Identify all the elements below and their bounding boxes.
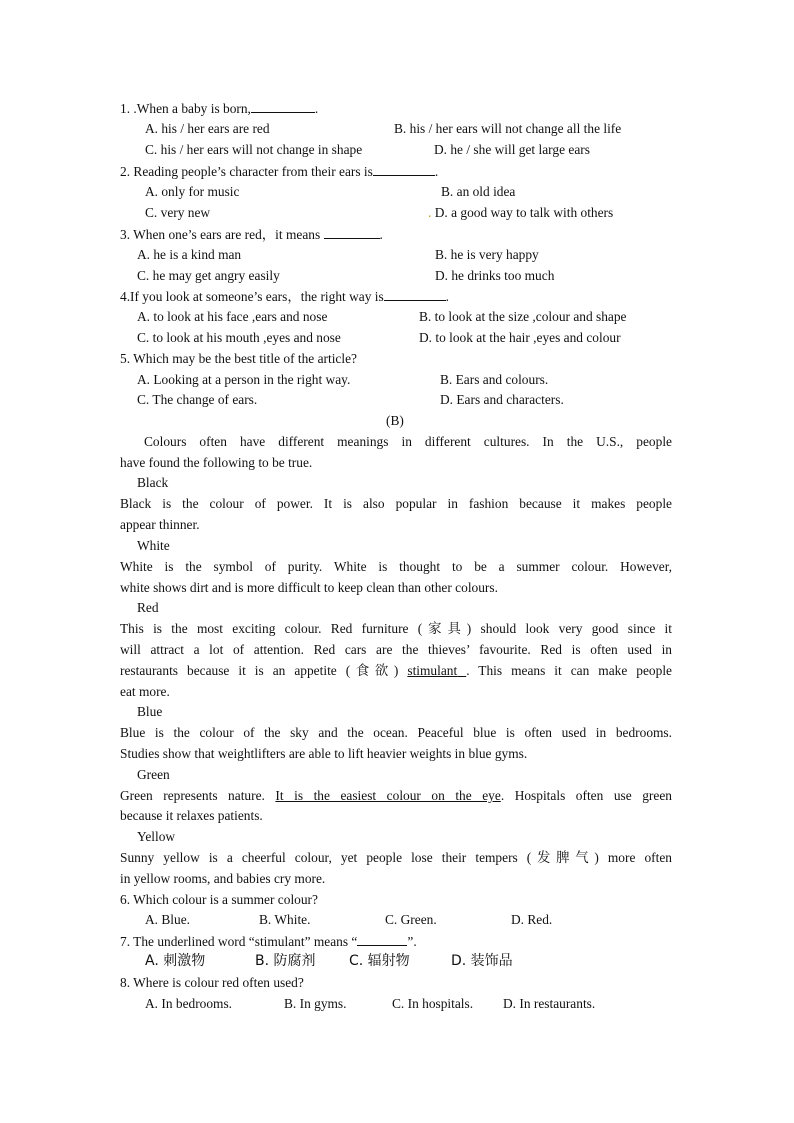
white-line-2: white shows dirt and is more difficult to keep clean than other colours.: [120, 580, 498, 595]
blue-line-1: Blue is the colour of the sky and the ocean. Peaceful blue is often used in bedrooms.: [120, 725, 672, 740]
q7-option-b: B. 防腐剂: [255, 953, 316, 969]
q1-option-c: C. his / her ears will not change in shape: [145, 142, 363, 157]
answer-blank: [373, 163, 435, 176]
red-line-4: eat more.: [120, 684, 170, 699]
answer-blank: [251, 100, 315, 113]
blue-line-2: Studies show that weightlifters are able to lift heavier weights in blue gyms.: [120, 746, 528, 761]
black-line-1: Black is the colour of power. It is also popular in fashion because it makes people: [120, 496, 672, 511]
q4-option-b: B. to look at the size ,colour and shape: [419, 309, 627, 324]
answer-blank: [324, 226, 380, 239]
q8-option-c: C. In hospitals.: [392, 996, 474, 1011]
question-8-stem: 8. Where is colour red often used?: [120, 975, 304, 990]
heading-blue: Blue: [137, 704, 163, 719]
q4-option-c: C. to look at his mouth ,eyes and nose: [137, 330, 341, 345]
green-line-2: because it relaxes patients.: [120, 808, 263, 823]
heading-black: Black: [137, 475, 169, 490]
q2-option-b: B. an old idea: [441, 184, 516, 199]
question-1-stem: 1. .When a baby is born, .: [120, 101, 319, 116]
q5-option-c: C. The change of ears.: [137, 392, 258, 407]
answer-blank: [357, 933, 407, 946]
red-line-3: restaurants because it is an appetite (食欲) stimulant . This means it can make people: [120, 663, 672, 678]
q6-option-b: B. White.: [259, 912, 311, 927]
q1-option-a: A. his / her ears are red: [145, 121, 270, 136]
q5-option-d: D. Ears and characters.: [440, 392, 564, 407]
q7-option-c: C. 辐射物: [349, 953, 410, 969]
q7-option-a: A. 刺激物: [145, 953, 206, 969]
q3-option-b: B. he is very happy: [435, 247, 539, 262]
red-line-1: This is the most exciting colour. Red furniture (家具) should look very good since it: [120, 621, 672, 636]
q4-option-a: A. to look at his face ,ears and nose: [137, 309, 328, 324]
q2-option-c: C. very new: [145, 205, 211, 220]
heading-green: Green: [137, 767, 170, 782]
q6-option-a: A. Blue.: [145, 912, 191, 927]
black-line-2: appear thinner.: [120, 517, 200, 532]
q3-option-c: C. he may get angry easily: [137, 268, 280, 283]
q3-option-d: D. he drinks too much: [435, 268, 555, 283]
heading-white: White: [137, 538, 170, 553]
heading-yellow: Yellow: [137, 829, 176, 844]
q2-option-a: A. only for music: [145, 184, 240, 199]
question-4-stem: 4.If you look at someone’s ears，the right way is .: [120, 289, 450, 304]
underlined-word-stimulant: stimulant: [407, 663, 458, 678]
question-2-stem: 2. Reading people’s character from their ears is .: [120, 164, 439, 179]
q6-option-d: D. Red.: [511, 912, 553, 927]
q4-option-d: D. to look at the hair ,eyes and colour: [419, 330, 621, 345]
question-5-stem: 5. Which may be the best title of the article?: [120, 351, 357, 366]
question-6-stem: 6. Which colour is a summer colour?: [120, 892, 318, 907]
answer-blank: [384, 288, 446, 301]
q5-option-b: B. Ears and colours.: [440, 372, 549, 387]
q3-option-a: A. he is a kind man: [137, 247, 242, 262]
passage-intro-line-1: Colours often have different meanings in different cultures. In the U.S., people: [144, 434, 672, 449]
question-7-stem: 7. The underlined word “stimulant” means “ ”.: [120, 934, 417, 949]
q8-option-d: D. In restaurants.: [503, 996, 596, 1011]
question-3-stem: 3. When one’s ears are red，it means .: [120, 227, 383, 242]
q1-option-d: D. he / she will get large ears: [434, 142, 590, 157]
yellow-line-2: in yellow rooms, and babies cry more.: [120, 871, 326, 886]
section-b-label: (B): [386, 413, 404, 428]
q5-option-a: A. Looking at a person in the right way.: [137, 372, 351, 387]
passage-intro-line-2: have found the following to be true.: [120, 455, 313, 470]
red-line-2: will attract a lot of attention. Red cars are the thieves’ favourite. Red is often used in: [120, 642, 672, 657]
margin-dot: .: [428, 205, 432, 220]
underlined-sentence: It is the easiest colour on the eye: [275, 788, 501, 803]
green-line-1: Green represents nature. It is the easiest colour on the eye. Hospitals often use green: [120, 788, 672, 803]
yellow-line-1: Sunny yellow is a cheerful colour, yet people lose their tempers (发脾气) more often: [120, 850, 672, 865]
heading-red: Red: [137, 600, 159, 615]
q8-option-b: B. In gyms.: [284, 996, 347, 1011]
white-line-1: White is the symbol of purity. White is thought to be a summer colour. However,: [120, 559, 672, 574]
q8-option-a: A. In bedrooms.: [145, 996, 233, 1011]
q1-option-b: B. his / her ears will not change all the life: [394, 121, 622, 136]
q2-option-d: . D. a good way to talk with others: [428, 205, 614, 220]
q6-option-c: C. Green.: [385, 912, 437, 927]
q7-option-d: D. 装饰品: [451, 953, 513, 969]
